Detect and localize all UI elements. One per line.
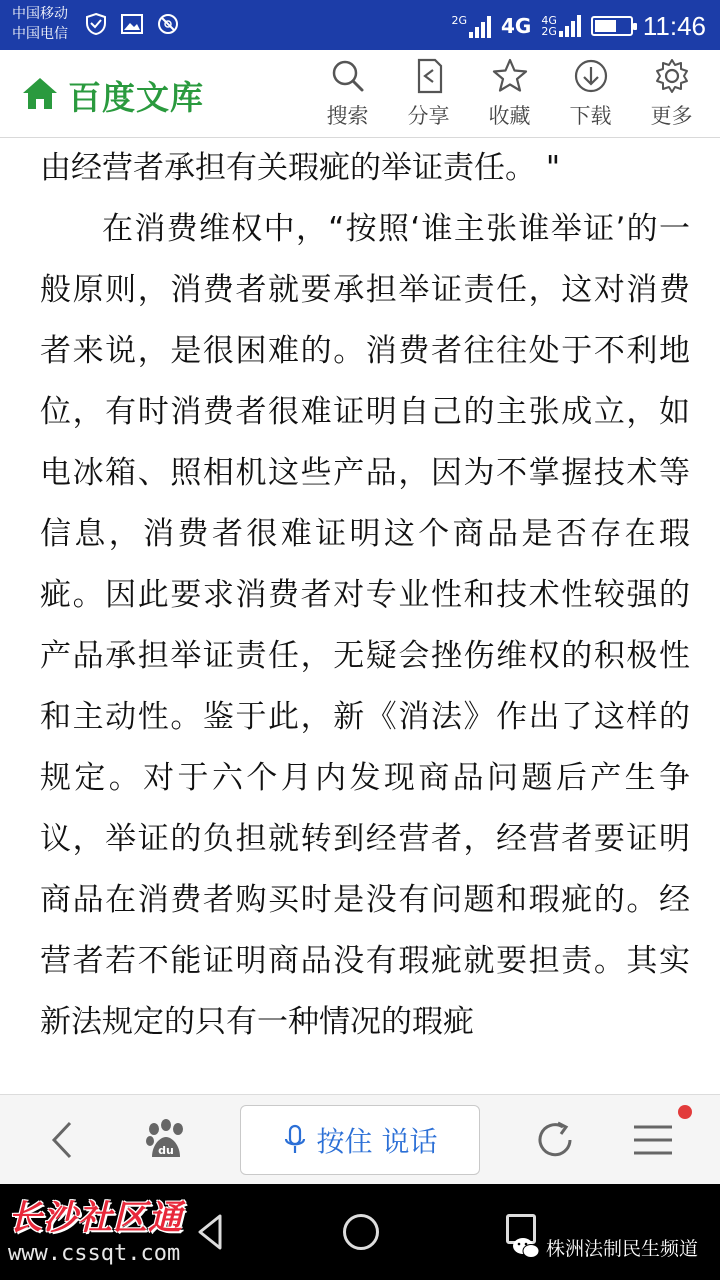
carrier-info xyxy=(12,4,68,44)
menu-button[interactable] xyxy=(630,1117,676,1163)
refresh-icon xyxy=(532,1117,578,1163)
system-nav-bar xyxy=(0,1184,720,1280)
refresh-button[interactable] xyxy=(532,1117,578,1163)
carrier-2: 中国电信 xyxy=(12,26,68,42)
home-icon xyxy=(20,74,60,118)
triangle-back-icon xyxy=(196,1212,226,1252)
back-button[interactable] xyxy=(40,1117,86,1163)
search-icon xyxy=(328,56,368,96)
nav-home-button[interactable] xyxy=(343,1214,379,1250)
search-button[interactable] xyxy=(307,56,388,132)
watermark-right xyxy=(512,1234,698,1261)
network-type-main: 4G xyxy=(500,14,532,38)
signal-bars-2-icon xyxy=(559,15,581,37)
paragraph-1: 由经营者承担有关瑕疵的举证责任。 " xyxy=(40,150,561,186)
download-label: 下载 xyxy=(569,104,612,128)
battery-icon xyxy=(591,16,633,36)
notification-dot xyxy=(678,1105,692,1119)
hold-to-talk-button[interactable] xyxy=(240,1105,480,1175)
status-bar xyxy=(0,0,720,50)
watermark-channel-name: 株洲法制民生频道 xyxy=(545,1238,698,1260)
more-label: 更多 xyxy=(650,104,693,128)
browser-bottom-bar xyxy=(0,1094,720,1184)
paragraph-2: 在消费维权中，“按照‘谁主张谁举证’的一般原则，消费者就要承担举证责任，这对消费者来说，是很困难的。消费者往往处于不利地位，有时消费者很难证明自己的主张成立，如电冰箱、照相机这些产品，因为不掌握技术等信息，消费者很难证明这个商品是否存在瑕疵。因此要求消费者对专业性和技术性较强的产品承担举证责任，无疑会挫伤维权的积极性和主动性。鉴于此，新《消法》作出了这样的规定。对于六个月内发现商品问题后产生争议，举证的负担就转到经营者，经营者要证明商品在消费者购买时是没有问题和瑕疵的。经营者若不能证明商品没有瑕疵就要担责。其实新法规定的只有一种情况的瑕疵 xyxy=(40,211,690,1040)
hold-to-talk-label: 按住 说话 xyxy=(316,1125,438,1158)
chevron-left-icon xyxy=(40,1117,86,1163)
watermark-left xyxy=(8,1190,228,1276)
clock: 11:46 xyxy=(642,10,706,41)
sim1-network-type: 2G xyxy=(451,13,467,27)
hamburger-menu-icon xyxy=(630,1117,676,1163)
share-icon xyxy=(409,56,449,96)
sim2-network-bottom: 2G xyxy=(541,25,557,38)
share-label: 分享 xyxy=(407,104,450,128)
watermark-title: 长沙社区通 xyxy=(8,1198,183,1238)
document-content xyxy=(40,138,690,1088)
signal-bars-icon xyxy=(469,16,491,38)
microphone-icon xyxy=(283,1124,307,1156)
logo-text: 百度文库 xyxy=(68,78,204,117)
notification-icons xyxy=(84,12,180,36)
favorite-button[interactable] xyxy=(469,56,550,132)
wechat-icon xyxy=(512,1236,540,1260)
baidu-paw-icon xyxy=(142,1117,188,1163)
status-indicators xyxy=(451,6,706,46)
sim1-signal xyxy=(451,15,491,38)
more-button[interactable] xyxy=(631,56,712,132)
sim2-network-top: 4G xyxy=(541,14,557,27)
favorite-label: 收藏 xyxy=(488,104,531,128)
header-toolbar xyxy=(307,56,712,132)
gear-icon xyxy=(652,56,692,96)
download-icon xyxy=(571,56,611,96)
share-button[interactable] xyxy=(388,56,469,132)
carrier-1: 中国移动 xyxy=(12,6,68,22)
app-header xyxy=(0,50,720,138)
baidu-du-text: du xyxy=(158,1144,174,1157)
watermark-url: www.cssqt.com xyxy=(8,1241,181,1266)
download-button[interactable] xyxy=(550,56,631,132)
baidu-paw-button[interactable] xyxy=(142,1117,188,1163)
baidu-wenku-logo[interactable] xyxy=(20,72,204,119)
search-label: 搜索 xyxy=(326,104,369,128)
blocked-icon xyxy=(156,12,180,36)
nav-back-button[interactable] xyxy=(196,1212,226,1256)
sim2-signal xyxy=(541,15,581,37)
image-icon xyxy=(120,12,144,36)
shield-check-icon xyxy=(84,12,108,36)
star-icon xyxy=(490,56,530,96)
